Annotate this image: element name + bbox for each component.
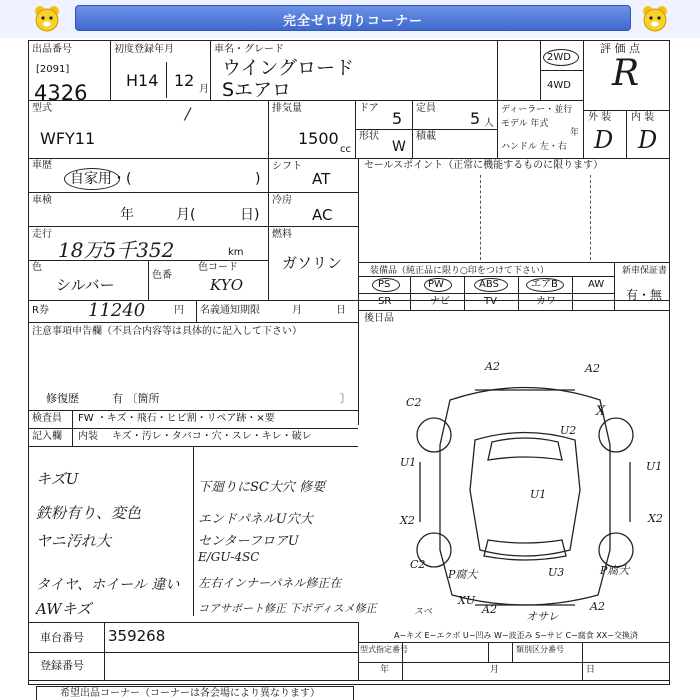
equip-abs: ABS	[479, 279, 499, 290]
repair-close: 〕	[340, 392, 351, 405]
lot-number: 4326	[34, 81, 88, 105]
car-grade: Sエアロ	[222, 79, 292, 101]
mark-u1-left: U1	[400, 456, 417, 469]
banner-title-bar	[75, 5, 631, 31]
specified-number-label: 型式指定番号	[360, 645, 408, 654]
capacity-value: 5	[470, 109, 481, 128]
inspection-day: 日)	[240, 207, 260, 223]
recycle-label: R券	[32, 305, 49, 316]
warranty-value: 有・無	[626, 288, 663, 302]
bear-mascot-icon	[640, 4, 670, 34]
equip-navi: ナビ	[430, 296, 450, 307]
warranty-label: 新車保証書	[622, 266, 668, 276]
aircon-value: AC	[312, 206, 333, 224]
note-right-5: 左右インナーパネル修正在	[198, 576, 342, 590]
displacement-value: 1500	[298, 129, 339, 148]
form-col-day: 日	[586, 665, 596, 675]
header-banner	[0, 0, 700, 38]
entry-line: キズ・汚レ・タバコ・穴・スレ・キレ・破レ	[112, 431, 312, 442]
capacity-label: 定員	[416, 103, 436, 114]
colorcode-label: 色コード	[198, 262, 238, 273]
car-damage-diagram	[380, 350, 670, 620]
mark-u2: U2	[560, 424, 577, 437]
displacement-label: 排気量	[272, 103, 302, 114]
rating-value: R	[612, 53, 640, 94]
mark-rear-a2: A2	[482, 603, 497, 616]
rating-label: 評 価 点	[600, 42, 640, 55]
displacement-unit: cc	[340, 144, 351, 155]
recycle-value: 11240	[88, 300, 146, 321]
note-left-5: AWキズ	[36, 600, 92, 618]
interior-grade: D	[638, 126, 658, 154]
mark-x2-right: X2	[648, 512, 663, 525]
capacity-unit: 人	[484, 118, 494, 129]
note-left-1: キズU	[36, 470, 79, 488]
doors-label: ドア	[359, 103, 379, 114]
repair-value: 有 〔箇所	[112, 392, 160, 405]
equipment-label: 装備品（純正品に限り○印をつけて下さい）	[370, 266, 549, 276]
aircon-label: 冷房	[272, 195, 292, 206]
drive-2wd: 2WD	[547, 52, 571, 63]
history-label: 車歴	[32, 160, 52, 171]
model-label: 型式	[32, 103, 52, 114]
history-value: 自家用・(	[70, 171, 132, 187]
title-doc-month: 月	[292, 305, 302, 316]
class-number-label: 類別区分番号	[516, 645, 564, 654]
color-code-label: 色番	[152, 270, 172, 281]
handle-label: ハンドル 左・右	[501, 142, 567, 152]
lot-label: 出品番号	[32, 44, 72, 55]
equip-tv: TV	[484, 296, 497, 307]
inspector-label: 検査員	[32, 413, 62, 424]
mark-c2-rear: C2	[410, 558, 426, 571]
note-left-4: タイヤ、ホイール 違い	[36, 577, 180, 593]
model-year-unit: 年	[570, 128, 580, 138]
form-col-month: 月	[490, 665, 500, 675]
note-right-4: E/GU-4SC	[198, 550, 260, 564]
chassis-label: 車台番号	[40, 631, 84, 644]
notes-label: 注意事項申告欄（不具合内容等は具体的に記入して下さい）	[32, 326, 302, 337]
model-year-label: モデル 年式	[501, 119, 549, 129]
exterior-label: 外 装	[588, 112, 612, 123]
mark-x: X	[596, 404, 606, 419]
registration-month: 12	[174, 71, 195, 90]
mark-u3: U3	[548, 566, 565, 579]
mark-rear-left: P腐大	[448, 568, 478, 581]
note-right-1: 下廻りにSC大穴 修要	[198, 480, 325, 495]
dealer-label: ディーラー・並行	[501, 105, 573, 115]
mark-u1-center: U1	[530, 488, 547, 501]
chassis-value: 359268	[108, 627, 166, 645]
color-label: 色	[32, 262, 42, 273]
bear-mascot-icon	[32, 4, 62, 34]
shape-label: 形状	[359, 131, 379, 142]
mark-front-a2: A2	[485, 360, 500, 373]
footer-label: 希望出品コーナー（コーナーは各会場により異なります）	[60, 688, 320, 699]
equip-sr: SR	[378, 296, 392, 307]
equip-airbag: エアB	[531, 279, 558, 290]
registration-label: 初度登録年月	[114, 44, 174, 55]
car-name-label: 車名・グレード	[214, 44, 284, 55]
rear-seat-label: 後日品	[364, 313, 394, 324]
note-right-3: センターフロアU	[198, 534, 299, 549]
title-doc-day: 日	[336, 305, 346, 316]
doors-value: 5	[392, 109, 403, 128]
equip-kawa: カワ	[536, 296, 556, 307]
lot-sub: [2091]	[36, 64, 70, 75]
car-name: ウイングロード	[222, 57, 355, 79]
inspection-month: 月(	[176, 207, 196, 223]
fuel-value: ガソリン	[282, 254, 343, 272]
note-left-2: 鉄粉有り、変色	[36, 504, 142, 522]
inspection-label: 車検	[32, 195, 52, 206]
plate-label: 登録番号	[40, 659, 84, 672]
colorcode-value: KYO	[210, 276, 244, 294]
mark-xu: XU	[458, 594, 476, 607]
history-close: )	[255, 171, 261, 187]
inspector-line: FW ・キズ・飛石・ヒビ割・リペア跡・×要	[78, 413, 275, 424]
model-extra: /	[185, 104, 191, 123]
mark-u1-right: U1	[646, 460, 663, 473]
shape-value: W	[392, 139, 406, 155]
entry-cat: 内装	[78, 431, 98, 442]
mark-rear-right-a2: A2	[590, 600, 605, 613]
registration-year: H14	[126, 71, 159, 90]
model-value: WFY11	[40, 129, 96, 148]
entry-label: 記入欄	[32, 431, 62, 442]
recycle-unit: 円	[174, 305, 184, 316]
note-left-3: ヤニ汚れ大	[36, 532, 112, 550]
fuel-label: 燃料	[272, 229, 292, 240]
sales-point-label: セールスポイント（正常に機能するものに限ります）	[364, 160, 604, 171]
repair-label: 修復歴	[46, 392, 79, 405]
mark-x2-left: X2	[400, 514, 415, 527]
exterior-grade: D	[594, 126, 614, 154]
inspection-year: 年	[120, 207, 134, 223]
mark-front-right-a2: A2	[585, 362, 600, 375]
equip-aw: AW	[588, 279, 605, 290]
note-right-6: コアサポート修正 下ボディスメ修正	[198, 602, 377, 615]
load-label: 積載	[416, 131, 436, 142]
mark-c2: C2	[406, 396, 422, 409]
note-right-2: エンドパネルU穴大	[198, 512, 313, 527]
shift-label: シフト	[272, 161, 302, 172]
mark-spare: スペ	[414, 607, 433, 617]
mileage-unit: km	[228, 247, 244, 258]
mileage-value: 18万5千352	[58, 238, 175, 262]
title-doc-label: 名義通知期限	[200, 305, 260, 316]
mark-rear-center: オサレ	[526, 610, 559, 623]
interior-label: 内 装	[631, 112, 655, 123]
mileage-label: 走行	[32, 229, 52, 240]
form-col-year: 年	[380, 665, 390, 675]
damage-legend: A−キズ E−エクボ U−凹み W−波歪み S−サビ C−腐食 XX−交換済	[394, 631, 638, 640]
shift-value: AT	[312, 170, 331, 188]
registration-month-unit: 月	[199, 84, 209, 95]
drive-4wd: 4WD	[547, 80, 571, 91]
mark-rear-right: P腐大	[600, 564, 630, 577]
color-value: シルバー	[56, 276, 115, 294]
equip-pw: PW	[428, 279, 444, 290]
banner-title: 完全ゼロ切りコーナー	[282, 14, 423, 29]
equip-ps: PS	[378, 279, 391, 290]
